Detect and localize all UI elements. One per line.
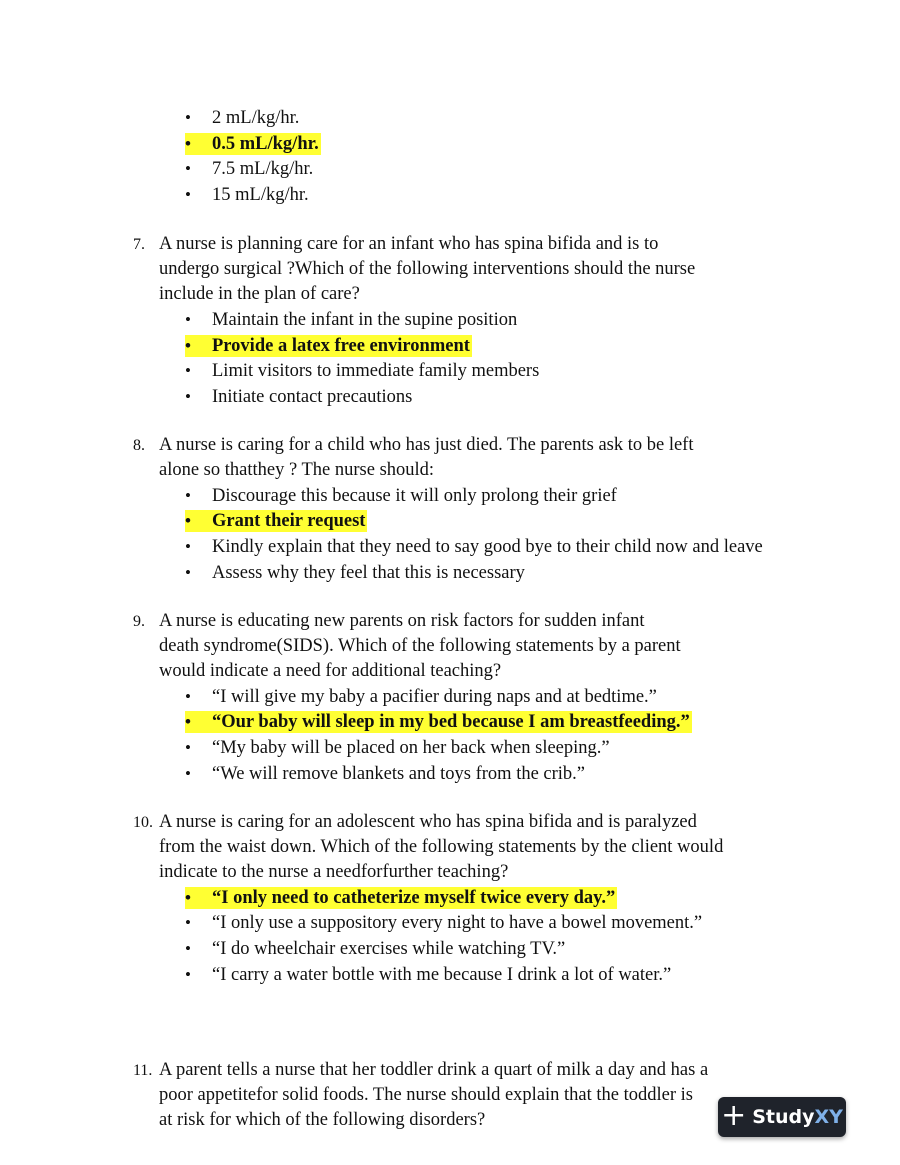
bullet-icon: •: [185, 511, 191, 530]
question-text-line: A parent tells a nurse that her toddler drink a quart of milk a day and has a: [159, 1060, 709, 1080]
option-text: Provide a latex free environment: [212, 336, 470, 356]
option-text: “I carry a water bottle with me because I drink a lot of water.”: [212, 965, 672, 985]
bullet-icon: •: [185, 185, 191, 204]
option-text: Assess why they feel that this is necessary: [212, 563, 525, 583]
option-item: [185, 561, 525, 585]
bullet-icon: •: [185, 486, 191, 505]
question-text-line: undergo surgical ?Which of the following interventions should the nurse: [159, 259, 696, 279]
option-item: [185, 106, 299, 130]
bullet-icon: •: [185, 563, 191, 582]
option-item: [185, 535, 763, 559]
plus-icon: +: [721, 1097, 747, 1133]
option-item: [185, 385, 412, 409]
bullet-icon: •: [185, 913, 191, 932]
bullet-icon: •: [185, 965, 191, 984]
option-item: [185, 937, 565, 961]
bullet-icon: •: [185, 108, 191, 127]
option-text: Initiate contact precautions: [212, 387, 413, 407]
question-text-line: A nurse is caring for an adolescent who has spina bifida and is paralyzed: [159, 812, 697, 832]
option-text: “My baby will be placed on her back when sleeping.”: [212, 738, 610, 758]
option-item: [185, 762, 585, 786]
option-text: Limit visitors to immediate family members: [212, 361, 540, 381]
bullet-icon: •: [185, 939, 191, 958]
bullet-icon: •: [185, 159, 191, 178]
question-text-line: include in the plan of care?: [159, 284, 360, 304]
bullet-icon: •: [185, 310, 191, 329]
question-number: 8.: [133, 437, 145, 454]
option-text: “Our baby will sleep in my bed because I am breastfeeding.”: [212, 712, 690, 732]
option-text: “I only use a suppository every night to have a bowel movement.”: [212, 913, 703, 933]
question-text-line: A nurse is planning care for an infant who has spina bifida and is to: [159, 234, 659, 254]
option-text: “I will give my baby a pacifier during naps and at bedtime.”: [212, 687, 657, 707]
option-text: Kindly explain that they need to say good bye to their child now and leave: [212, 537, 763, 557]
option-text: “I do wheelchair exercises while watching TV.”: [212, 939, 566, 959]
option-item-correct: [185, 886, 617, 910]
question-text-line: death syndrome(SIDS). Which of the following statements by a parent: [159, 636, 681, 656]
option-item-correct: [185, 132, 321, 156]
question-number: 11.: [133, 1062, 153, 1079]
bullet-icon: •: [185, 712, 191, 731]
option-item-correct: [185, 509, 367, 533]
question-text-line: alone so thatthey ? The nurse should:: [159, 460, 435, 480]
option-text: 7.5 mL/kg/hr.: [212, 159, 314, 179]
option-text: 2 mL/kg/hr.: [212, 108, 300, 128]
bullet-icon: •: [185, 687, 191, 706]
question-text-line: A nurse is caring for a child who has just died. The parents ask to be left: [159, 435, 694, 455]
option-item: [185, 685, 657, 709]
bullet-icon: •: [185, 888, 191, 907]
studyxy-badge[interactable]: [718, 1097, 846, 1137]
badge-suffix: XY: [814, 1106, 843, 1128]
bullet-icon: •: [185, 134, 191, 153]
option-item: [185, 736, 610, 760]
option-item-correct: [185, 334, 472, 358]
option-item: [185, 963, 671, 987]
bullet-icon: •: [185, 336, 191, 355]
question-text-line: A nurse is educating new parents on risk factors for sudden infant: [159, 611, 645, 631]
option-item-correct: [185, 710, 692, 734]
question-text-line: indicate to the nurse a needforfurther teaching?: [159, 862, 509, 882]
option-text: Maintain the infant in the supine position: [212, 310, 518, 330]
question-text-line: from the waist down. Which of the following statements by the client would: [159, 837, 724, 857]
bullet-icon: •: [185, 387, 191, 406]
option-text: Grant their request: [212, 511, 366, 531]
bullet-icon: •: [185, 361, 191, 380]
question-text-line: at risk for which of the following disorders?: [159, 1110, 486, 1130]
option-item: [185, 359, 539, 383]
bullet-icon: •: [185, 738, 191, 757]
option-text: 0.5 mL/kg/hr.: [212, 134, 319, 154]
question-text-line: would indicate a need for additional teaching?: [159, 661, 502, 681]
question-text-line: poor appetitefor solid foods. The nurse should explain that the toddler is: [159, 1085, 693, 1105]
option-item: [185, 911, 702, 935]
option-text: Discourage this because it will only prolong their grief: [212, 486, 617, 506]
bullet-icon: •: [185, 537, 191, 556]
question-number: 10.: [133, 814, 153, 831]
option-item: [185, 484, 617, 508]
option-item: [185, 308, 517, 332]
option-item: [185, 183, 309, 207]
question-number: 7.: [133, 236, 145, 253]
question-number: 9.: [133, 613, 145, 630]
option-text: “We will remove blankets and toys from the crib.”: [212, 764, 586, 784]
badge-prefix: Study: [752, 1106, 815, 1128]
option-text: “I only need to catheterize myself twice every day.”: [212, 888, 616, 908]
bullet-icon: •: [185, 764, 191, 783]
option-item: [185, 157, 313, 181]
option-text: 15 mL/kg/hr.: [212, 185, 309, 205]
